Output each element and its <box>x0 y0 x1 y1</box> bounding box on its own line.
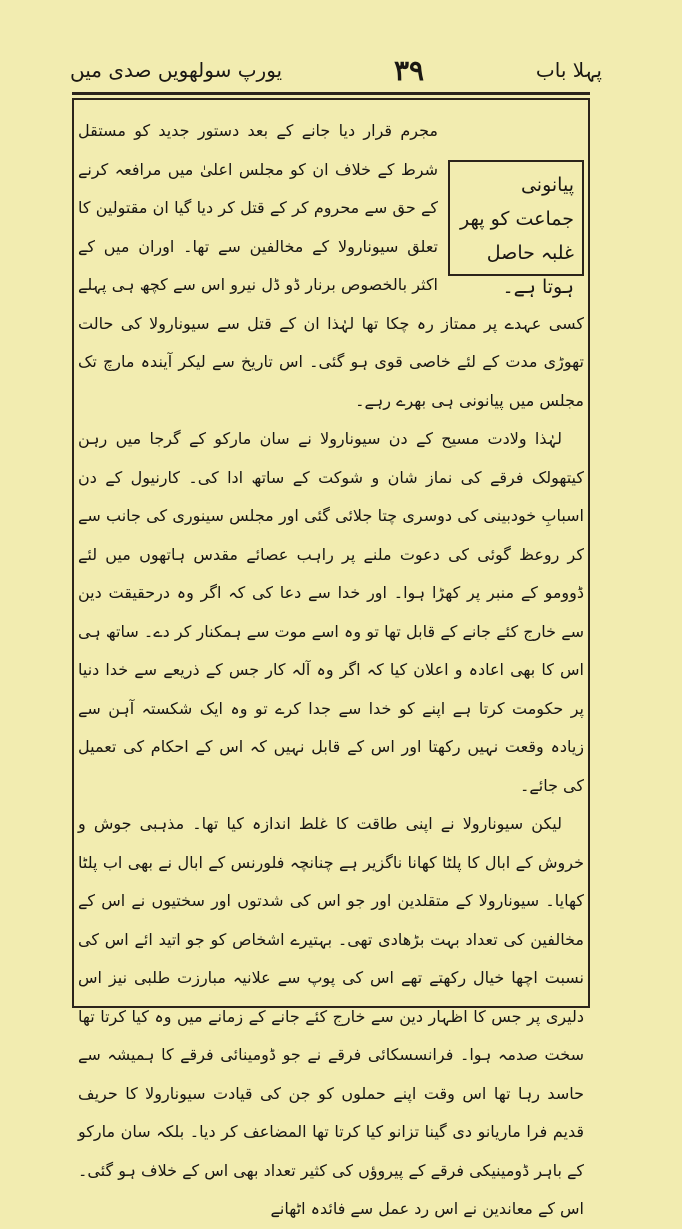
page-number: ۳۹ <box>393 53 425 87</box>
paragraph: لہٰذا ولادت مسیح کے دن سیونارولا نے سان مارکو کے گرجا میں رہن کیتھولک فرقے کی نماز شان و شوکت کے ساتھ ادا کی۔ کارنیول کے دن اسبابِ خودبینی کی دوسری چتا جلائی گئی اور مجلس سینوری کی جانب سے کر روعظ گوئی کی دعوت ملنے پر راہب عصائے مقدس ہاتھوں میں لئے ڈوومو کے منبر پر کھڑا ہوا۔ اور خدا سے دعا کی کہ اگر وہ درحقیقت دین سے خارج کئے جانے کے قابل تھا تو وہ اسے موت سے ہمکنار کر دے۔ ساتھ ہی اس کا بھی اعادہ و اعلان کیا کہ اگر وہ آلہ کار جس کے ذریعے سے خدا دنیا پر حکومت کرتا ہے اپنے کو خدا سے جدا کرے تو وہ ایک شکستہ آہن سے زیادہ وقعت نہیں رکھتا اور اس کے قابل نہیں کہ اس کے احکام کی تعمیل کی جائے۔ <box>78 429 584 795</box>
paragraph: لیکن سیونارولا نے اپنی طاقت کا غلط اندازہ کیا تھا۔ مذہبی جوش و خروش کے ابال کا پلٹا کھانا ناگزیر ہے چنانچہ فلورنس کے ابال نے بھی اب پلٹا کھایا۔ سیونارولا کے متقلدین اور جو اس کی شدتوں اور سختیوں نے اس کے مخالفین کی تعداد بہت بڑھادی تھی۔ بہتیرے اشخاص کو جو اتید ائے اس کی نسبت اچھا خیال رکھتے تھے اس کی پوپ سے علانیہ مبارزت طلبی نیز اس دلیری پر جس کا اظہار دین سے خارج کئے جانے کے زمانے میں وہ کیا کرتا تھا سخت صدمہ ہوا۔ فرانسسکائی فرقے نے جو ڈومینائی فرقے کا ہمیشہ سے حاسد رہا تھا اس وقت اپنے حملوں کو جن کی قیادت سیونارولا کا حریف قدیم فرا ماریانو دی گینا تزانو کیا کرتا تھا المضاعف کر دیا۔ بلکہ سان مارکو کے باہر ڈومینیکی فرقے کے پیروؤں کی کثیر تعداد بھی اس کے خلاف ہو گئی۔ اس کے معاندین نے اس رد عمل سے فائدہ اٹھانے <box>78 814 584 1218</box>
header-rule <box>72 92 590 95</box>
running-header <box>70 48 602 92</box>
chapter-label: پہلا باب <box>535 58 602 82</box>
margin-note-box: پیانونی جماعت کو پھر غلبہ حاصل ہوتا ہے۔ <box>448 160 584 276</box>
paragraph: مجرم قرار دیا جانے کے بعد دستور جدید کو مستقل شرط کے خلاف ان کو مجلس اعلیٰ میں مرافعہ کرنے کے حق سے محروم کر کے قتل کر دیا گیا ان مقتولین کا تعلق سیونارولا کے مخالفین سے تھا۔ اوران میں کے اکثر بالخصوص برنار ڈو ڈل نیرو اس سے کچھ ہی پہلے کسی عہدے پر ممتاز رہ چکا تھا لہٰذا ان کے قتل سے سیونارولا کی حالت تھوڑی مدت کے لئے خاصی قوی ہو گئی۔ اس تاریخ سے لیکر آیندہ مارچ تک مجلس میں پیانونی ہی بھرے رہے۔ <box>78 121 584 410</box>
running-title: یورپ سولھویں صدی میں <box>70 58 283 82</box>
body-text <box>78 112 584 1218</box>
